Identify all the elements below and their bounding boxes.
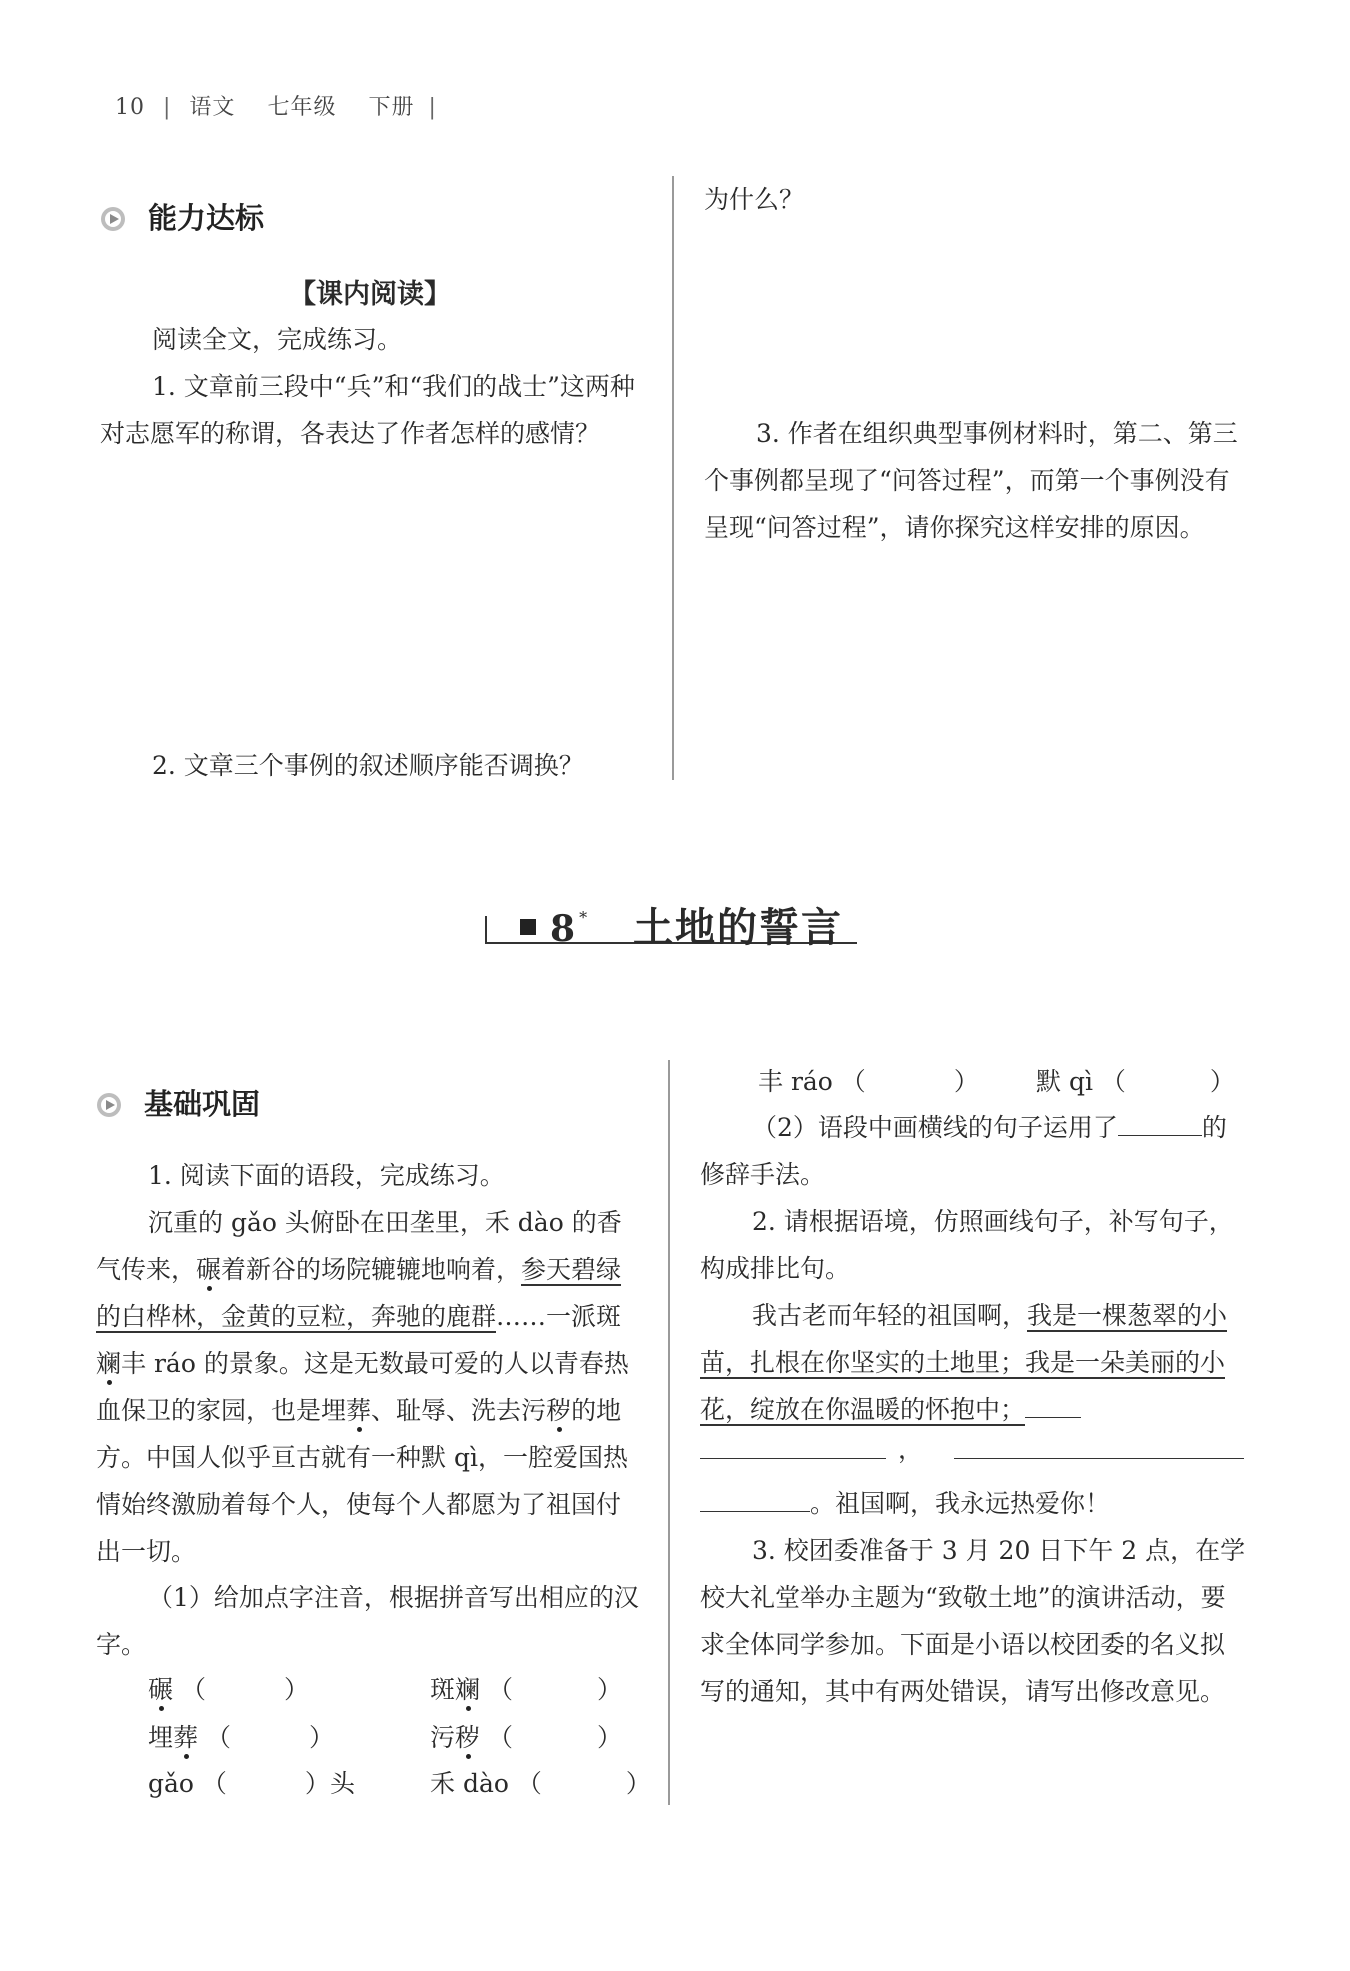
underlined-model-sentence: 我是一棵葱翠的小苗，扎根在你坚实的土地里；我是一朵美丽的小花，绽放在你温暖的怀抱中； [700, 1301, 1228, 1424]
question-2: 2. 文章三个事例的叙述顺序能否调换？ [152, 751, 584, 780]
lesson-title-text: 土地的誓言 [633, 904, 844, 951]
section-heading-ability: 能力达标 [100, 196, 264, 237]
lesson-title [520, 896, 843, 953]
answer-item-hedao: 禾 dào （ ） [430, 1769, 651, 1798]
question-2-continued: 为什么？ [704, 185, 805, 214]
square-bullet-icon [520, 919, 536, 935]
column-divider-bottom [668, 1060, 670, 1805]
in-class-reading-label: 【课内阅读】 [289, 279, 451, 310]
question-3: 3. 校团委准备于 3 月 20 日下午 2 点，在学校大礼堂举办主题为“致敬土地”的演讲活动，要求全体同学参加。下面是小语以校团委的名义拟写的通知，其中有两处错误，请写出修改意见。 [700, 1536, 1246, 1706]
answer-item-fengrao: 丰 ráo （ ） [758, 1067, 979, 1096]
question-3: 3. 作者在组织典型事例材料时，第二、第三个事例都呈现了“问答过程”，而第一个事例没有呈现“问答过程”，请你探究这样安排的原因。 [704, 419, 1238, 542]
reading-intro: 阅读全文，完成练习。 [152, 325, 403, 354]
grade: 七年级 [267, 95, 337, 120]
reading-passage: 沉重的 gǎo 头俯卧在田垄里，禾 dào 的香气传来，碾着新谷的场院辘辘地响着，参天碧绿的白桦林，金黄的豆粒，奔驰的鹿群……一派斑斓丰 ráo 的景象。这是无数最可爱的人以青春热血保卫的家园，也是埋葬、耻辱、洗去污秽的地方。中国人似乎亘古就有一种默 qì，一腔爱国热情始终激励着每个人，使每个人都愿为了祖国付出一切。 [96, 1208, 629, 1566]
page-header: 10 | 语文 七年级 下册 | [115, 90, 437, 121]
question-1-sub1: （1）给加点字注音，根据拼音写出相应的汉字。 [96, 1583, 639, 1659]
fill-blank-2[interactable] [954, 1436, 1244, 1459]
volume: 下册 [368, 95, 415, 120]
fill-blank-row: ， [700, 1436, 1248, 1466]
question-1-sub2: （2）语段中画横线的句子运用了 的修辞手法。 [700, 1113, 1227, 1189]
answer-item-gao: gǎo （ ）头 [148, 1769, 355, 1798]
answer-item-wuhui: 污秽 （ ） [430, 1723, 622, 1752]
page-number: 10 [115, 95, 145, 120]
underlined-sentence: 参天碧绿的白桦林，金黄的豆粒，奔驰的鹿群 [96, 1255, 622, 1331]
question-2-ending: 。祖国啊，我永远热爱你！ [700, 1480, 1248, 1527]
answer-item-nian: 碾 （ ） [148, 1675, 309, 1704]
lesson-number: 8 [550, 908, 576, 950]
question-1-intro: 1. 阅读下面的语段，完成练习。 [148, 1161, 505, 1190]
rhetoric-blank[interactable] [1118, 1113, 1202, 1136]
play-circle-icon [100, 206, 126, 232]
question-1: 1. 文章前三段中“兵”和“我们的战士”这两种对志愿军的称谓，各表达了作者怎样的感情？ [100, 372, 635, 448]
play-circle-icon [96, 1092, 122, 1118]
fill-blank-3[interactable] [700, 1489, 810, 1512]
question-2: 2. 请根据语境，仿照画线句子，补写句子，构成排比句。 [700, 1207, 1234, 1283]
column-divider-top [672, 176, 674, 780]
answer-item-banlan: 斑斓 （ ） [430, 1675, 622, 1704]
optional-mark: * [579, 908, 588, 927]
fill-blank-1a[interactable] [1025, 1395, 1081, 1418]
subject: 语文 [189, 95, 236, 120]
section-heading-basics: 基础巩固 [96, 1082, 260, 1123]
question-2-passage: 我古老而年轻的祖国啊，我是一棵葱翠的小苗，扎根在你坚实的土地里；我是一朵美丽的小花，绽放在你温暖的怀抱中； [700, 1301, 1228, 1424]
answer-item-moqi: 默 qì （ ） [1036, 1067, 1235, 1096]
answer-item-maizang: 埋葬 （ ） [148, 1723, 334, 1752]
fill-blank-1b[interactable] [700, 1436, 886, 1459]
